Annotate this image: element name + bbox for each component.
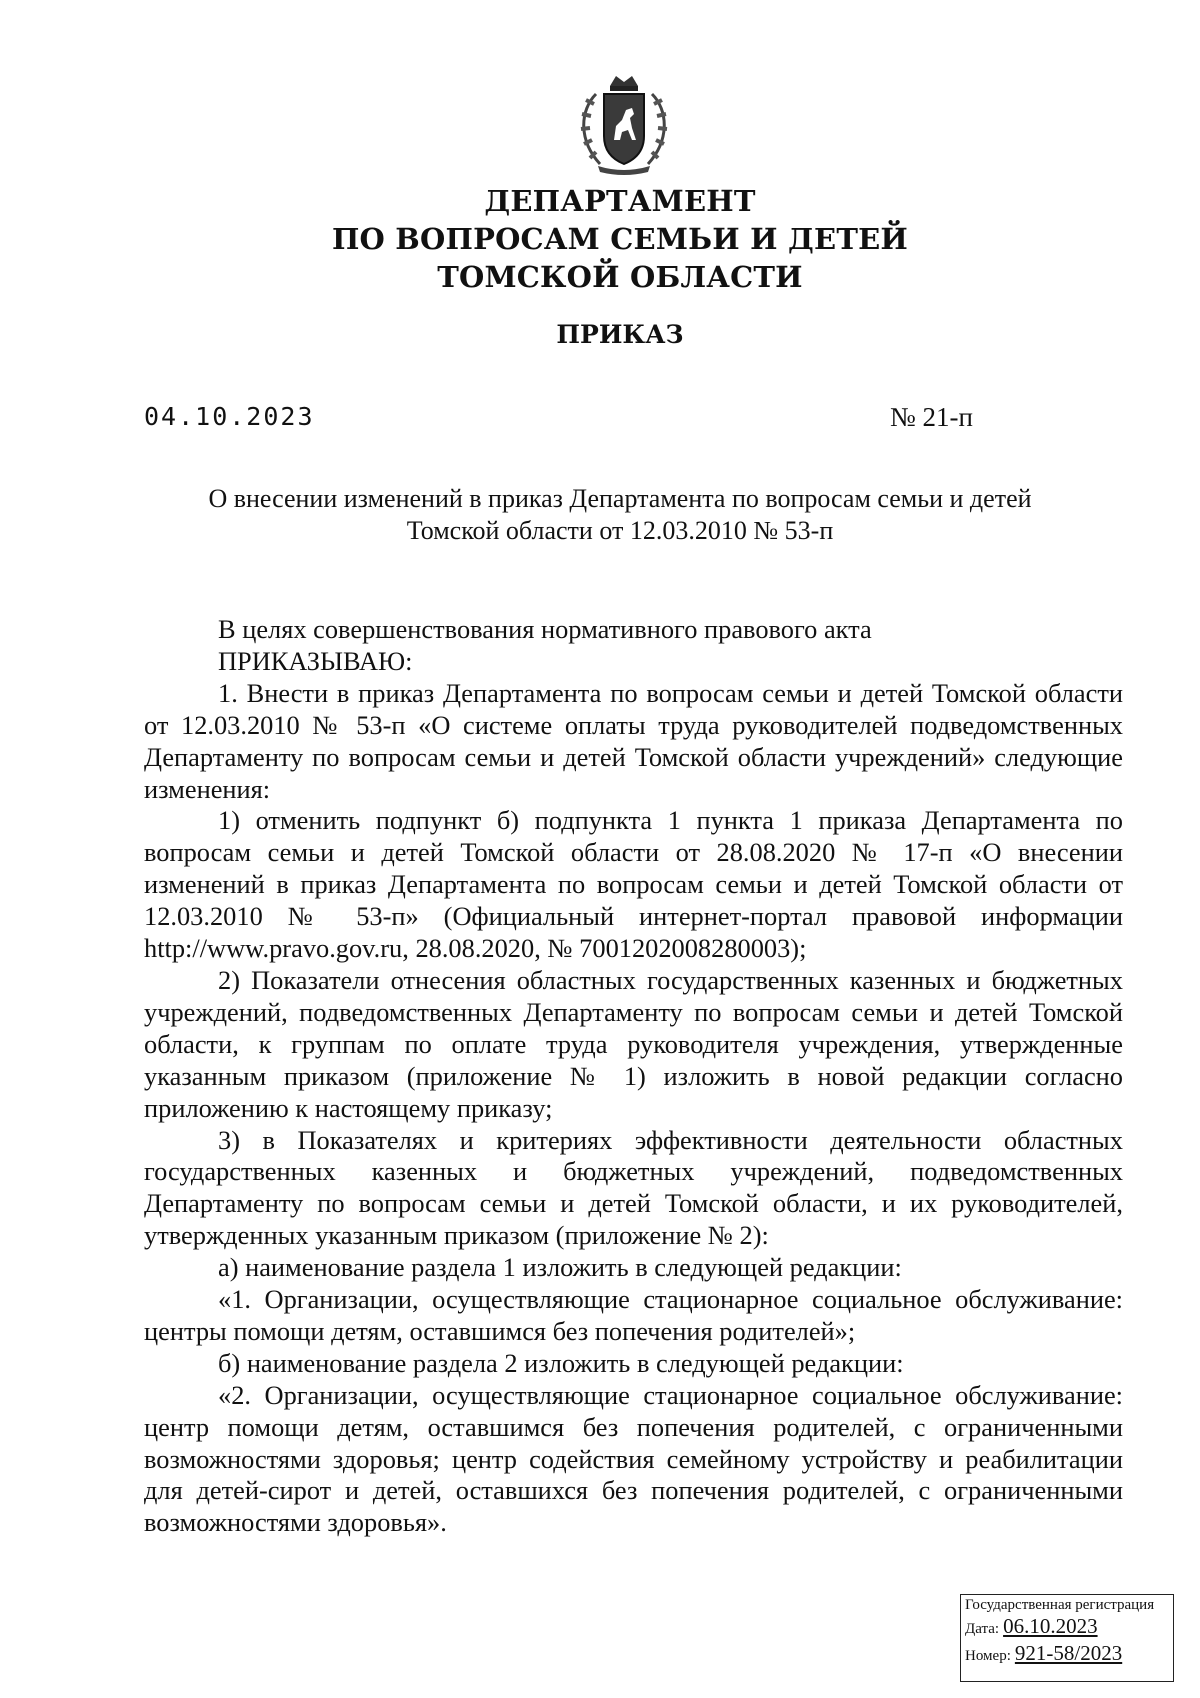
order-word: ПРИКАЗЫВАЮ: — [218, 645, 413, 676]
stamp-title: Государственная регистрация — [965, 1597, 1155, 1613]
stamp-date-value: 06.10.2023 — [1003, 1614, 1098, 1638]
stamp-number-label: Номер: — [965, 1648, 1011, 1664]
stamp-date-row — [965, 1614, 1173, 1641]
section-2-name: «2. Организации, осуществляющие стационарное социальное обслуживание: центр помощи детям, оставшимся без попечения родителей, с ограниченными возможностями здоровья; центр содействия семейному устройству и реабилитации для детей-сирот и детей, оставшихся без попечения родителей, с ограниченными возможностями здоровья». — [144, 1379, 1123, 1538]
subclause-1: 1) отменить подпункт б) подпункта 1 пункта 1 приказа Департамента по вопросам семьи и детей Томской области от 28.08.2020 № 17-п «О внесении изменений в приказ Департамента по вопросам семьи и детей Томской области от 12.03.2010 № 53-п» (Официальный интернет-портал правовой информации http://www.pravo.gov.ru, 28.08.2020, № 7001202008280003); — [144, 805, 1123, 964]
org-title-line-3: ТОМСКОЙ ОБЛАСТИ — [437, 260, 803, 294]
organization-title — [0, 182, 1200, 296]
subclause-2: 2) Показатели отнесения областных государственных казенных и бюджетных учреждений, подведомственных Департаменту по вопросам семьи и детей Томской области, к группам по оплате труда руководителя учреждения, утвержденные указанным приказом (приложение № 1) изложить в новой редакции согласно приложению к настоящему приказу; — [144, 964, 1123, 1123]
section-1-name: «1. Организации, осуществляющие стационарное социальное обслуживание: центры помощи детям, оставшимся без попечения родителей»; — [144, 1284, 1123, 1346]
subclause-3b: б) наименование раздела 2 изложить в следующей редакции: — [218, 1347, 904, 1378]
order-body — [144, 614, 1123, 1539]
order-subject — [140, 483, 1100, 547]
subject-line-2: Томской области от 12.03.2010 № 53-п — [406, 516, 834, 545]
coat-of-arms-emblem — [566, 70, 682, 180]
order-date: 04.10.2023 — [144, 402, 315, 431]
order-number: № 21-п — [890, 402, 973, 432]
subclause-3: 3) в Показателях и критериях эффективности деятельности областных государственных казенных и бюджетных учреждений, подведомственных Департаменту по вопросам семьи и детей Томской области, и их руководителей, утвержденных указанным приказом (приложение № 2): — [144, 1124, 1123, 1251]
subclause-3a: а) наименование раздела 1 изложить в следующей редакции: — [218, 1252, 902, 1283]
stamp-number-row — [965, 1641, 1173, 1668]
registration-stamp — [960, 1594, 1174, 1682]
document-type-heading: ПРИКАЗ — [556, 320, 684, 349]
stamp-number-value: 921-58/2023 — [1014, 1641, 1123, 1665]
subject-line-1: О внесении изменений в приказ Департамента по вопросам семьи и детей — [208, 484, 1032, 513]
org-title-line-2: ПО ВОПРОСАМ СЕМЬИ И ДЕТЕЙ — [331, 222, 909, 256]
org-title-line-1: ДЕПАРТАМЕНТ — [484, 184, 756, 218]
clause-1: 1. Внести в приказ Департамента по вопросам семьи и детей Томской области от 12.03.2010 № 53-п «О системе оплаты труда руководителей подведомственных Департаменту по вопросам семьи и детей Томской области учреждений» следующие изменения: — [144, 677, 1123, 804]
stamp-date-label: Дата: — [965, 1621, 1000, 1637]
preamble: В целях совершенствования нормативного правового акта — [218, 614, 872, 644]
